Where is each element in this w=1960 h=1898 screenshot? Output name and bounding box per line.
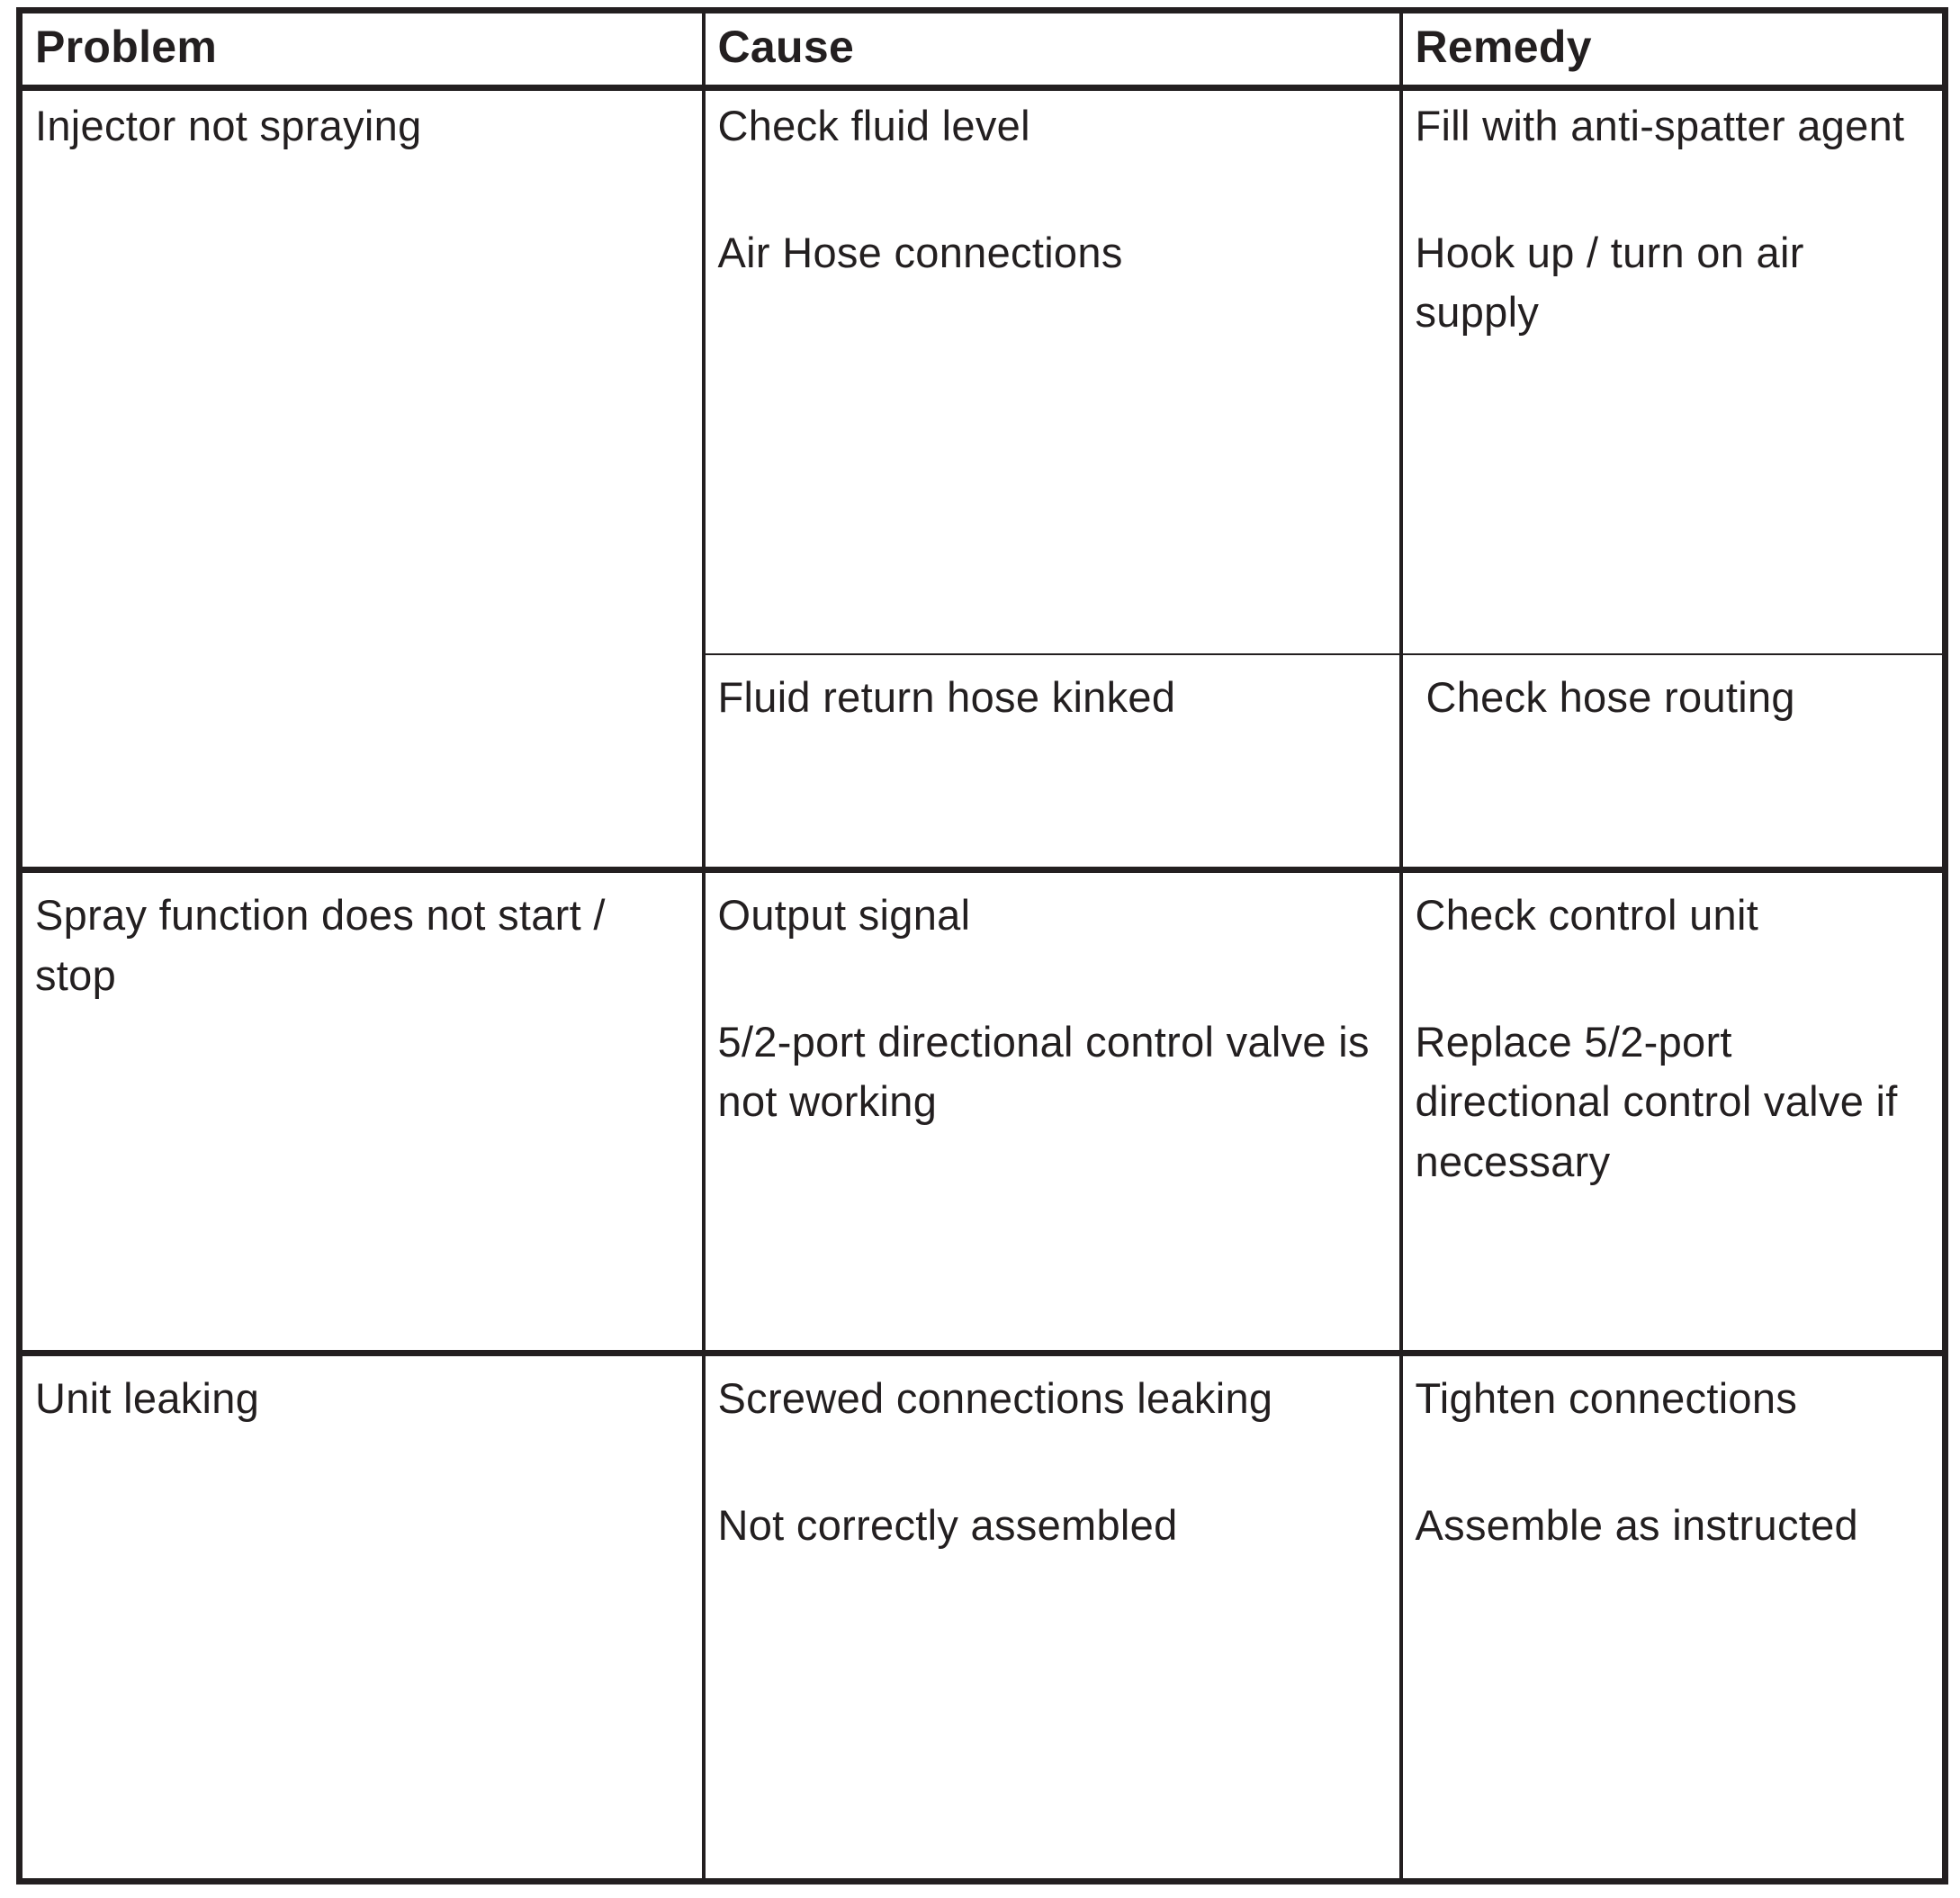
cause-item: 5/2-port directional control valve is not working <box>717 1017 1370 1126</box>
remedy-item: Replace 5/2-port directional control valve if necessary <box>1415 1017 1898 1186</box>
remedy-item: Hook up / turn on air supply <box>1415 228 1804 337</box>
column-header-problem: Problem <box>20 11 704 88</box>
cell-cause <box>704 870 1401 1354</box>
cause-item: Check fluid level <box>717 102 1030 149</box>
column-header-remedy: Remedy <box>1401 11 1946 88</box>
cell-remedy <box>1401 654 1946 870</box>
cell-problem: Injector not spraying <box>20 88 704 870</box>
cell-cause <box>704 1354 1401 1882</box>
table-row <box>20 1354 1946 1882</box>
cell-problem: Unit leaking <box>20 1354 704 1882</box>
cell-cause <box>704 88 1401 655</box>
remedy-item: Assemble as instructed <box>1415 1500 1858 1549</box>
cell-remedy <box>1401 88 1946 655</box>
cell-cause <box>704 654 1401 870</box>
cause-item: Screwed connections leaking <box>717 1374 1273 1422</box>
remedy-item: Check control unit <box>1415 891 1759 939</box>
cause-item: Air Hose connections <box>717 228 1123 276</box>
remedy-item: Fill with anti-spatter agent <box>1415 102 1905 149</box>
cause-item: Fluid return hose kinked <box>717 673 1176 721</box>
table-header <box>20 11 1946 88</box>
table-row <box>20 88 1946 655</box>
cell-remedy <box>1401 870 1946 1354</box>
table-body <box>20 88 1946 1882</box>
remedy-item: Check hose routing <box>1425 673 1795 721</box>
remedy-item: Tighten connections <box>1415 1374 1798 1422</box>
cell-remedy <box>1401 1354 1946 1882</box>
cause-item: Not correctly assembled <box>717 1500 1178 1549</box>
table-header-row <box>20 11 1946 88</box>
cause-item: Output signal <box>717 891 971 939</box>
cell-problem: Spray function does not start / stop <box>20 870 704 1354</box>
troubleshooting-table <box>16 7 1948 1885</box>
table-row <box>20 870 1946 1354</box>
column-header-cause: Cause <box>704 11 1401 88</box>
